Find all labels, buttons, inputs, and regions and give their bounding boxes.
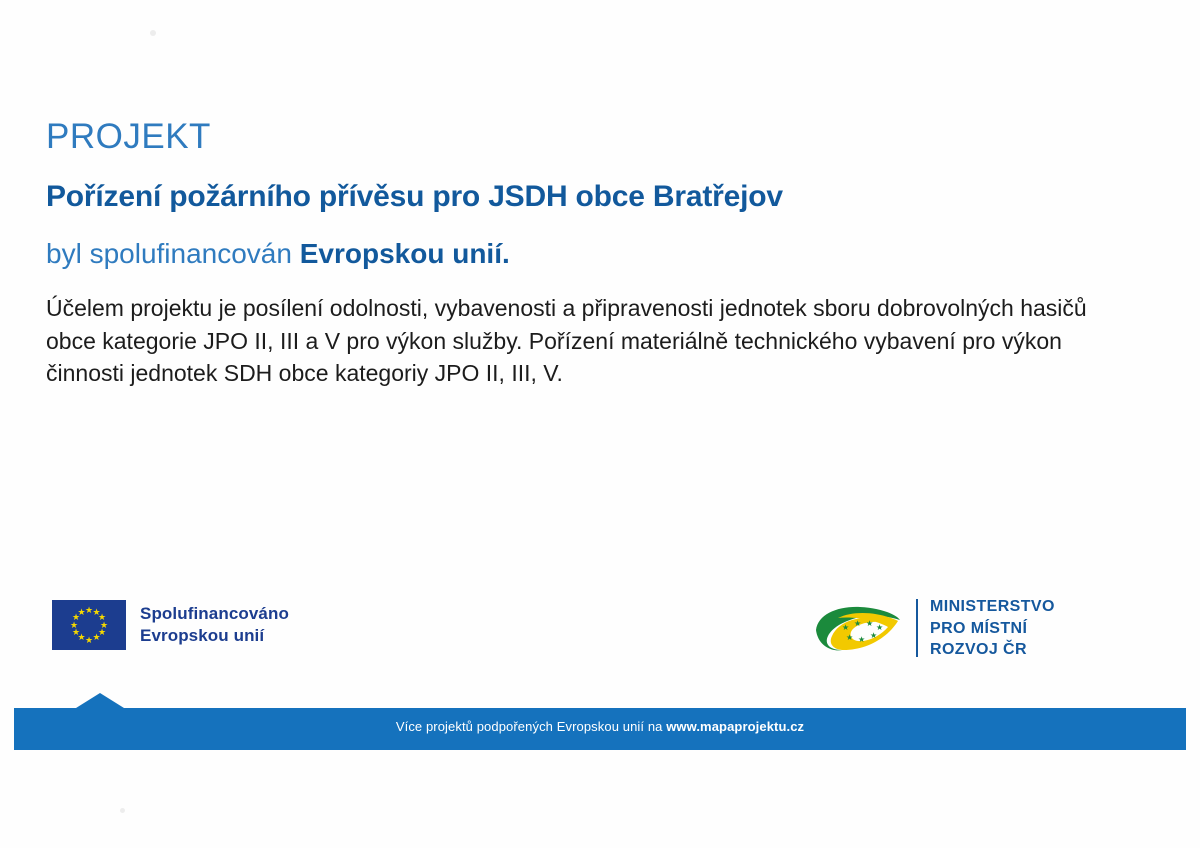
- page-title: Pořízení požárního přívěsu pro JSDH obce Bratřejov: [46, 179, 783, 213]
- svg-text:★: ★: [866, 619, 874, 629]
- eu-star-icon: ★: [77, 606, 86, 617]
- footer-text: [14, 719, 1186, 734]
- svg-text:★: ★: [846, 633, 854, 643]
- ministry-emblem-icon: [808, 600, 904, 656]
- eu-logo-caption: [140, 603, 289, 647]
- eu-caption-line-1: Spolufinancováno: [140, 603, 289, 623]
- eu-star-icon: ★: [84, 604, 94, 615]
- eu-star-icon: ★: [71, 627, 81, 637]
- eu-star-icon: ★: [69, 619, 79, 630]
- ministry-line-3: ROZVOJ ČR: [930, 641, 1027, 659]
- eu-logo-block: [52, 600, 289, 650]
- ministry-line-1: MINISTERSTVO: [930, 598, 1055, 615]
- eu-star-icon: ★: [99, 619, 109, 630]
- footer-label: Více projektů podpořených Evropskou unií na: [395, 719, 667, 734]
- project-description: Účelem projektu je posílení odolnosti, vybavenosti a připravenosti jednotek sboru dobrovolných hasičů obce kategorie JPO II, III a V pro výkon služby. Pořízení materiálně technického vybavení pro výkon činnosti jednotek SDH obce kategoriy JPO II, III, V.: [46, 295, 1087, 387]
- footer-url[interactable]: www.mapaprojektu.cz: [666, 719, 805, 734]
- eu-flag-icon: [52, 600, 126, 650]
- eu-star-icon: ★: [92, 632, 101, 643]
- eu-star-icon: ★: [71, 612, 81, 622]
- svg-text:★: ★: [858, 635, 866, 645]
- band-notch-icon: [76, 693, 124, 708]
- ministry-logo-block: [808, 596, 1055, 661]
- svg-text:★: ★: [854, 619, 862, 629]
- eu-caption-line-2: Evropskou unií: [140, 626, 265, 645]
- svg-text:★: ★: [870, 631, 878, 641]
- funding-statement: [46, 237, 1146, 271]
- ministry-logo-text: [930, 596, 1055, 661]
- logo-row: [0, 592, 1200, 672]
- ministry-divider: [916, 599, 918, 657]
- eu-star-icon: ★: [77, 632, 86, 643]
- svg-text:★: ★: [842, 623, 850, 633]
- funding-prefix: byl spolufinancován: [46, 237, 300, 269]
- eu-star-icon: ★: [84, 634, 94, 645]
- scan-artifact: [120, 808, 125, 813]
- scan-artifact: [150, 30, 156, 36]
- ministry-line-2: PRO MÍSTNÍ: [930, 619, 1028, 637]
- eu-star-icon: ★: [97, 612, 107, 622]
- page-kicker: PROJEKT: [46, 117, 211, 156]
- funding-emphasis: Evropskou unií.: [299, 237, 510, 269]
- eu-star-icon: ★: [97, 627, 107, 637]
- poster-content: [46, 118, 1146, 390]
- footer-band: [14, 708, 1186, 750]
- eu-star-icon: ★: [92, 606, 101, 617]
- svg-text:★: ★: [876, 623, 884, 633]
